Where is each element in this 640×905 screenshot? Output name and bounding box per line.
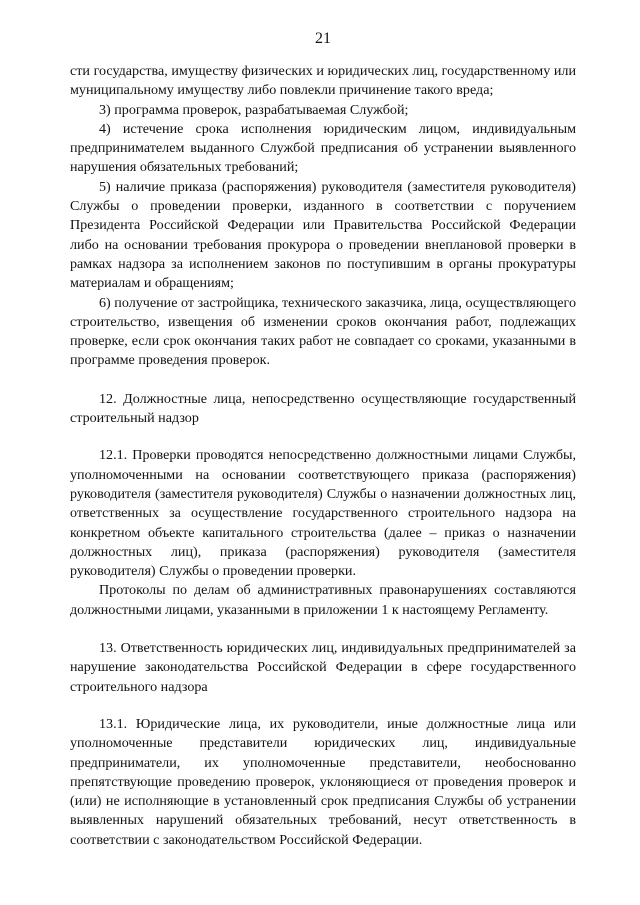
list-item-5: 5) наличие приказа (распоряжения) руководителя (заместителя руководителя) Службы о проведении проверки, изданного в соответствии с поручением Президента Российской Федерации или Правительства Российской Федерации либо на основании требования прокурора о проведении внеплановой проверки в рамках надзора за исполнением законов по поступившим в органы прокуратуры материалам и обращениям;: [70, 178, 576, 292]
document-body: [70, 62, 576, 850]
list-item-6: 6) получение от застройщика, технического заказчика, лица, осуществляющего строительство, извещения об изменении сроков окончания работ, подлежащих проверке, если срок окончания таких работ не совпадает со сроками, указанными в программе проведения проверок.: [70, 294, 576, 369]
paragraph-protocols: Протоколы по делам об административных правонарушениях составляются должностными лицами, указанными в приложении 1 к настоящему Регламенту.: [70, 582, 576, 618]
paragraph-12-1: 12.1. Проверки проводятся непосредственно должностными лицами Службы, уполномоченными на основании соответствующего приказа (распоряжения) руководителя (заместителя руководителя) Службы о назначении должностных лиц, ответственных за осуществление государственного строительного надзора на конкретном объекте капитального строительства (далее – приказ о назначении должностных лиц), приказа (распоряжения) руководителя (заместителя руководителя) Службы о проведении проверки.: [70, 447, 576, 580]
page-number: 21: [315, 30, 331, 47]
paragraph-continuation: сти государства, имуществу физических и юридических лиц, государственному или муниципальному имуществу либо повлекли причинение такого вреда;: [70, 63, 576, 99]
list-item-3: 3) программа проверок, разрабатываемая Службой;: [99, 101, 409, 118]
list-item-4: 4) истечение срока исполнения юридическим лицом, индивидуальным предпринимателем выданного Службой предписания об устранении выявленного нарушения обязательных требований;: [70, 120, 576, 176]
section-heading-13: 13. Ответственность юридических лиц, индивидуальных предпринимателей за нарушение законодательства Российской Федерации в сфере государственного строительного надзора: [70, 640, 576, 695]
paragraph-13-1: 13.1. Юридические лица, их руководители, иные должностные лица или уполномоченные представители юридических лиц, индивидуальные предприниматели, их уполномоченные представители, необоснованно препятствующие проведению проверок, уклоняющиеся от проведения проверок и (или) не исполняющие в установленный срок предписания Службы об устранении выявленных нарушений обязательных требований, несут ответственность в соответствии с законодательством Российской Федерации.: [70, 715, 576, 848]
section-heading-12: 12. Должностные лица, непосредственно осуществляющие государственный строительный надзор: [70, 390, 576, 427]
